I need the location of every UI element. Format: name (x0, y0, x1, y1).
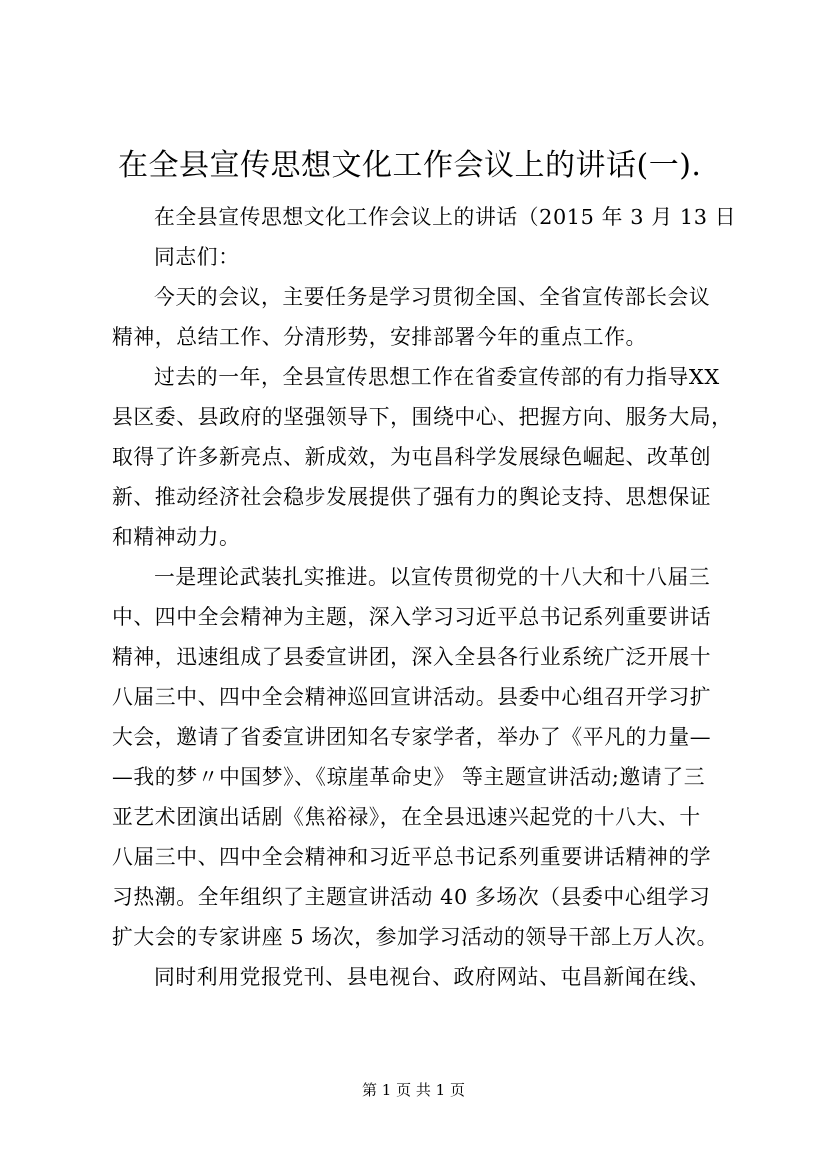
document-title: 在全县宣传思想文化工作会议上的讲话(一). (118, 148, 702, 183)
paragraph-line: 八届三中、四中全会精神和习近平总书记系列重要讲话精神的学 (112, 845, 712, 869)
paragraph-line: 习热潮。全年组织了主题宣讲活动 40 多场次（县委中心组学习 (112, 885, 711, 909)
paragraph-line: 过去的一年，全县宣传思想工作在省委宣传部的有力指导XX (154, 365, 720, 389)
paragraph-line: 新、推动经济社会稳步发展提供了强有力的舆论支持、思想保证 (112, 485, 712, 509)
paragraph-line: 大会，邀请了省委宣讲团知名专家学者，举办了《平凡的力量— (112, 725, 712, 749)
paragraph-line: 县区委、县政府的坚强领导下，围绕中心、把握方向、服务大局， (112, 405, 733, 429)
paragraph-line: 和精神动力。 (112, 525, 241, 549)
paragraph-line: 精神，总结工作、分清形势，安排部署今年的重点工作。 (112, 325, 647, 349)
paragraph-line: 同时利用党报党刊、县电视台、政府网站、屯昌新闻在线、 (154, 965, 711, 989)
paragraph-line: 同志们： (154, 245, 240, 269)
paragraph-line: 精神，迅速组成了县委宣讲团，深入全县各行业系统广泛开展十 (112, 645, 712, 669)
paragraph-line: 八届三中、四中全会精神巡回宣讲活动。县委中心组召开学习扩 (112, 685, 712, 709)
paragraph-line: 今天的会议，主要任务是学习贯彻全国、全省宣传部长会议 (154, 285, 711, 309)
paragraph-line: 取得了许多新亮点、新成效，为屯昌科学发展绿色崛起、改革创 (112, 445, 712, 469)
paragraph-line: 在全县宣传思想文化工作会议上的讲话（2015 年 3 月 13 日 (154, 205, 737, 229)
paragraph-line: 中、四中全会精神为主题，深入学习习近平总书记系列重要讲话 (112, 605, 712, 629)
paragraph-line: 一是理论武装扎实推进。以宣传贯彻党的十八大和十八届三 (154, 565, 711, 589)
page-footer: 第 1 页 共 1 页 (362, 1081, 465, 1099)
document-body (112, 197, 737, 997)
paragraph-line: 亚艺术团演出话剧《焦裕禄》，在全县迅速兴起党的十八大、十 (112, 805, 701, 829)
paragraph-line: —我的梦〃中国梦》、《琼崖革命史》 等主题宣讲活动;邀请了三 (112, 765, 706, 789)
paragraph-line: 扩大会的专家讲座 5 场次，参加学习活动的领导干部上万人次。 (112, 925, 718, 949)
